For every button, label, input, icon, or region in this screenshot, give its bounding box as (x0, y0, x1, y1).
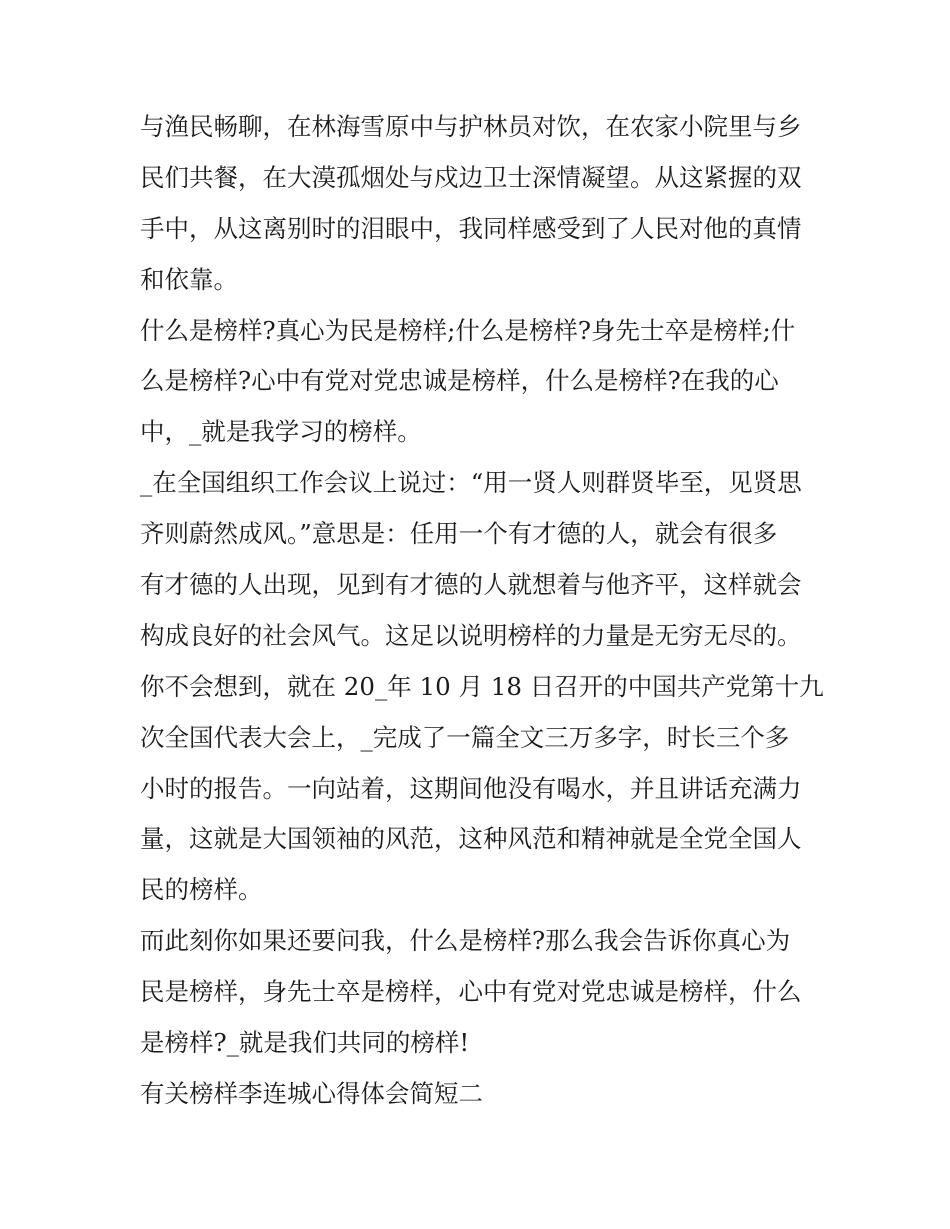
text-line: 手中，从这离别时的泪眼中，我同样感受到了人民对他的真情 (140, 213, 802, 243)
text-line: 有才德的人出现，见到有才德的人就想着与他齐平，这样就会 (140, 570, 802, 600)
text-line: 构成良好的社会风气。这足以说明榜样的力量是无穷无尽的。 (140, 620, 802, 650)
text-line: 中，_就是我学习的榜样。 (140, 417, 422, 447)
heading-line: 有关榜样李连城心得体会简短二 (140, 1078, 483, 1108)
text-line: 而此刻你如果还要问我，什么是榜样?那么我会告诉你真心为 (140, 926, 791, 956)
paragraph-2 (140, 306, 820, 459)
text-line: 齐则蔚然成风。”意思是：任用一个有才德的人，就会有很多 (140, 519, 778, 549)
text-line: 什么是榜样?真心为民是榜样;什么是榜样?身先士卒是榜样;什 (140, 315, 796, 345)
text-line: 与渔民畅聊，在林海雪原中与护林员对饮，在农家小院里与乡 (140, 112, 802, 141)
text-line: 么是榜样?心中有党对党忠诚是榜样，什么是榜样?在我的心 (140, 366, 779, 396)
document-body (140, 102, 824, 1120)
text-line: 民是榜样，身先士卒是榜样，心中有党对党忠诚是榜样，什么 (140, 977, 802, 1007)
paragraph-4 (140, 662, 824, 916)
section-heading (140, 1069, 820, 1120)
text-line: _在全国组织工作会议上说过：“用一贤人则群贤毕至，见贤思 (140, 468, 802, 498)
paragraph-5 (140, 916, 820, 1069)
text-line: 和依靠。 (140, 264, 238, 294)
text-line: 民的榜样。 (140, 875, 263, 905)
text-line: 民们共餐，在大漠孤烟处与戍边卫士深情凝望。从这紧握的双 (140, 162, 802, 192)
text-line: 小时的报告。一向站着，这期间他没有喝水，并且讲话充满力 (140, 773, 802, 803)
paragraph-3 (140, 458, 820, 662)
text-line: 是榜样?_就是我们共同的榜样! (140, 1028, 470, 1058)
text-line: 量，这就是大国领袖的风范，这种风范和精神就是全党全国人 (140, 824, 802, 854)
paragraph-1 (140, 102, 820, 306)
text-line: 次全国代表大会上，_完成了一篇全文三万多字，时长三个多 (140, 722, 790, 752)
text-line: 你不会想到，就在 20_年 10 月 18 日召开的中国共产党第十九 (140, 671, 824, 701)
